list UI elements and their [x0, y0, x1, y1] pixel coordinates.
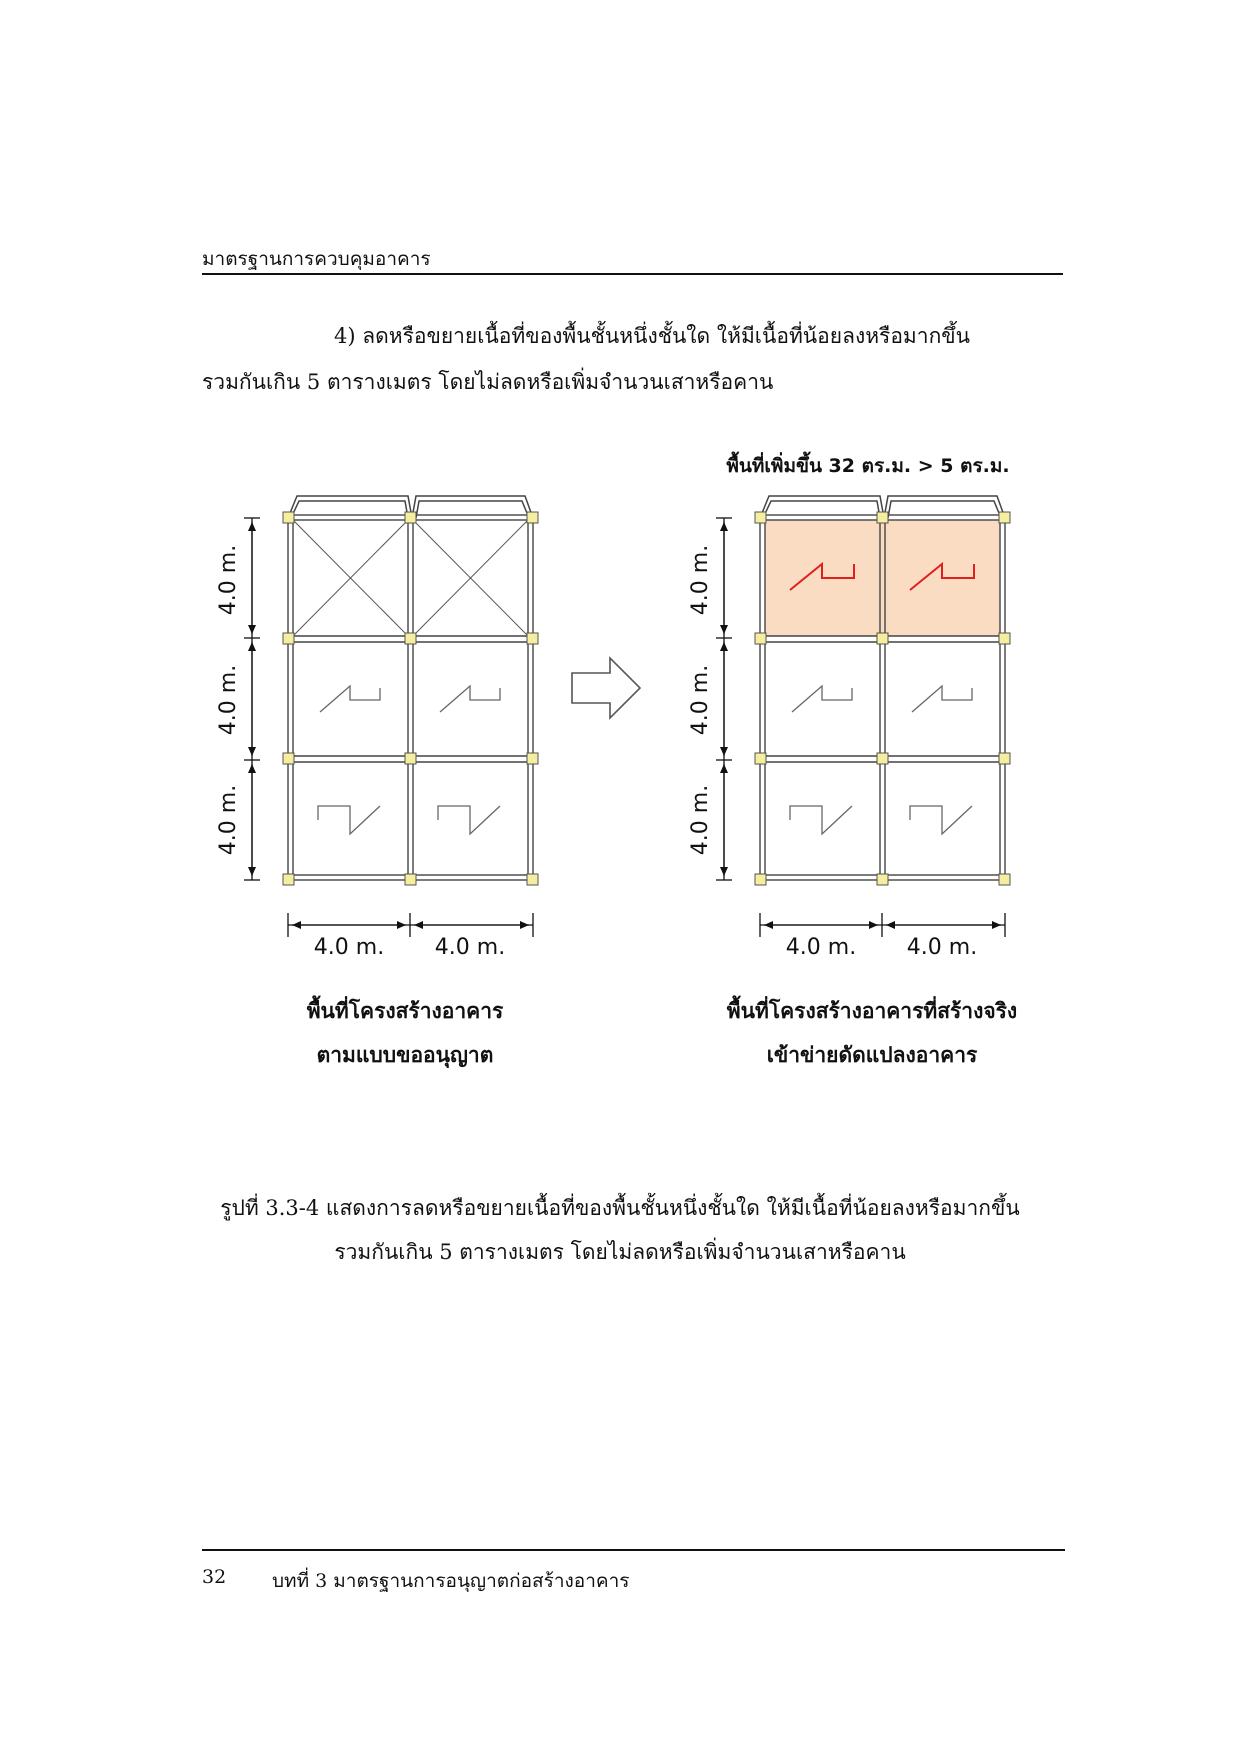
left-dim-v1: 4.0 m.	[216, 544, 241, 616]
right-dim-v2: 4.0 m.	[688, 664, 713, 736]
right-dim-v1: 4.0 m.	[688, 544, 713, 616]
footer-chapter: บทที่ 3 มาตรฐานการอนุญาตก่อสร้างอาคาร	[272, 1570, 630, 1592]
running-header: มาตรฐานการควบคุมอาคาร	[202, 248, 431, 270]
page-number: 32	[202, 1566, 227, 1588]
left-dim-h2: 4.0 m.	[434, 935, 506, 960]
left-dim-v3: 4.0 m.	[216, 784, 241, 856]
added-area-label: พื้นที่เพิ่มขึ้น 32 ตร.ม. > 5 ตร.ม.	[726, 455, 1010, 477]
right-caption-line-2: เข้าข่ายดัดแปลงอาคาร	[766, 1042, 978, 1067]
header-rule	[202, 273, 1063, 275]
paragraph-line-2: รวมกันเกิน 5 ตารางเมตร โดยไม่ลดหรือเพิ่มจำนวนเสาหรือคาน	[202, 370, 774, 394]
left-caption-line-1: พื้นที่โครงสร้างอาคาร	[306, 998, 504, 1023]
left-caption-line-2: ตามแบบขออนุญาต	[316, 1042, 494, 1067]
transition-arrow	[572, 658, 640, 718]
right-caption-line-1: พื้นที่โครงสร้างอาคารที่สร้างจริง	[726, 998, 1018, 1023]
permitted-plan	[244, 496, 538, 937]
right-dim-h1: 4.0 m.	[785, 935, 857, 960]
right-dim-h2: 4.0 m.	[906, 935, 978, 960]
structure-figure	[200, 440, 1060, 1090]
footer-rule	[202, 1549, 1065, 1551]
figure-caption-line-1: รูปที่ 3.3-4 แสดงการลดหรือขยายเนื้อที่ของพื้นชั้นหนึ่งชั้นใด ให้มีเนื้อที่น้อยลงหรือมากขึ้น	[220, 1196, 1020, 1220]
figure-caption-line-2: รวมกันเกิน 5 ตารางเมตร โดยไม่ลดหรือเพิ่มจำนวนเสาหรือคาน	[334, 1240, 906, 1264]
left-dim-h1: 4.0 m.	[313, 935, 385, 960]
as-built-plan	[716, 496, 1010, 937]
left-dim-v2: 4.0 m.	[216, 664, 241, 736]
right-dim-v3: 4.0 m.	[688, 784, 713, 856]
paragraph-line-1: 4) ลดหรือขยายเนื้อที่ของพื้นชั้นหนึ่งชั้นใด ให้มีเนื้อที่น้อยลงหรือมากขึ้น	[334, 324, 970, 348]
